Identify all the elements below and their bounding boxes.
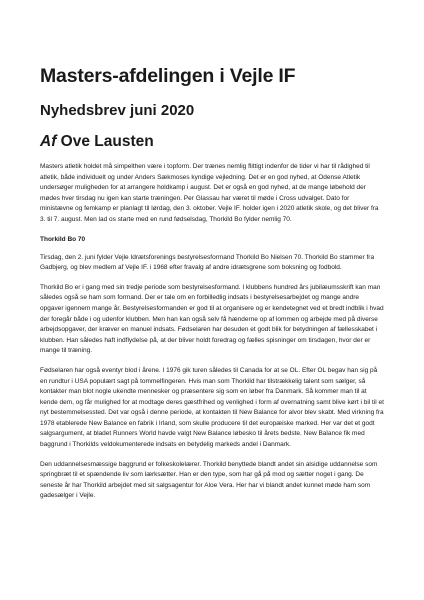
intro-paragraph: Masters atletik holdet må simpelthen være i topform. Der trænes nemlig flittigt indenfor de tider vi har til rådighed til atletik, både individuelt og under Anders Sækmoses kyndige vejledning. Det er en god nyhed, at Odense Atletik undersøger muligheden for at arrangere holdkamp i august. Det er også en god nyhed, at de mange løbehold der mødes hver tirsdag nu igen kan starte træningen. Per Glassau har været til møde i Cross udvalget. Dato for ministævne og femkamp er planlagt til lørdag, den 3. oktober. Vejle IF. holder igen i 2020 atletik skole, og det bliver fra 3. til 7. august. Men lad os starte med en rund fødselsdag, Thorkild Bo fylder nemlig 70. (40, 163, 379, 223)
body-paragraph: Thorkild Bo er i gang med sin tredje periode som bestyrelsesformand. I klubbens hundred års jubilæumsskrift kan man således også se ham som formand. Der er tale om en forbilledlig indsats i bestyrelsesarbejdet og mange andre opgaver igennem mange år. Bestyrelsesformanden er god til at organisere og er kendetegnet ved et bredt indblik i hvad der foregår både i og udenfor klubben. Men han kan også selv få hænderne op af lommen og arbejde med på diverse arbejdsopgaver, der kræver en manuel indsats. Fødselaren har desuden et godt blik for betydningen af fællesskabet i klubben. Han således haft indflydelse på, at der bliver holdt foredrag og fælles spisninger om tirsdagen, hvor der er mange til træning. (40, 283, 384, 355)
author-prefix: Af (40, 133, 57, 150)
newsletter-subtitle: Nyhedsbrev juni 2020 (40, 102, 195, 119)
article-body (40, 162, 384, 502)
author-name: Ove Lausten (60, 133, 154, 150)
body-paragraph: Den uddannelsesmæssige baggrund er folkeskolelærer. Thorkild benyttede blandt andet sin alsidige uddannelse som springbræt til et spændende liv som lærksætter. Han er den type, som har gå på mod og sætter noget i gang. De seneste år har Thorkild arbejdet med sit salgsagentur for Aloe Vera. Her har vi blandt andet kunnet møde ham som gadesælger i Vejle. (40, 460, 378, 500)
body-paragraph: Tirsdag, den 2. juni fylder Vejle Idrætsforenings bestyrelsesformand Thorkild Bo Nielsen 70. Thorkild Bo stammer fra Gadbjerg, og blev medlem af Vejle IF. i 1968 efter fravalg af andre idrætsgrene som boksning og fodbold. (40, 253, 375, 272)
page-title: Masters-afdelingen i Vejle IF (40, 65, 296, 87)
body-paragraph: Fødselaren har også eventyr blod i årene. I 1976 gik turen således til Canada for at se OL. Efter OL begav han sig på en rundtur i USA populært sagt på tommelfingeren. Hvis man som Thorkild har tilstrækkelig talent som sælger, så kontakter man blot nogle ukendte mennesker og præsentere sig som en løber fra Danmark. Så kommer man til at kende dem, og får mulighed for at modtage deres gæstfrihed og venlighed i form af overnatning samt blive kørt i bil til et nyt bestemmelsessted. Det var også i denne periode, at kontakten til New Balance for alvor blev skabt. Med virkning fra 1978 etablerede New Balance en fabrik i Irland, som skulle producere til det europæiske marked. Her var det et godt salgsargument, at bladet Runners World havde valgt New Balance løbesko til årets bedste. New Balance fik med baggrund i Thorkilds veldokumenterede indsats en betydelig markeds andel i Danmark. (40, 366, 384, 449)
section-heading: Thorkild Bo 70 (40, 235, 86, 243)
author-line (40, 132, 384, 152)
